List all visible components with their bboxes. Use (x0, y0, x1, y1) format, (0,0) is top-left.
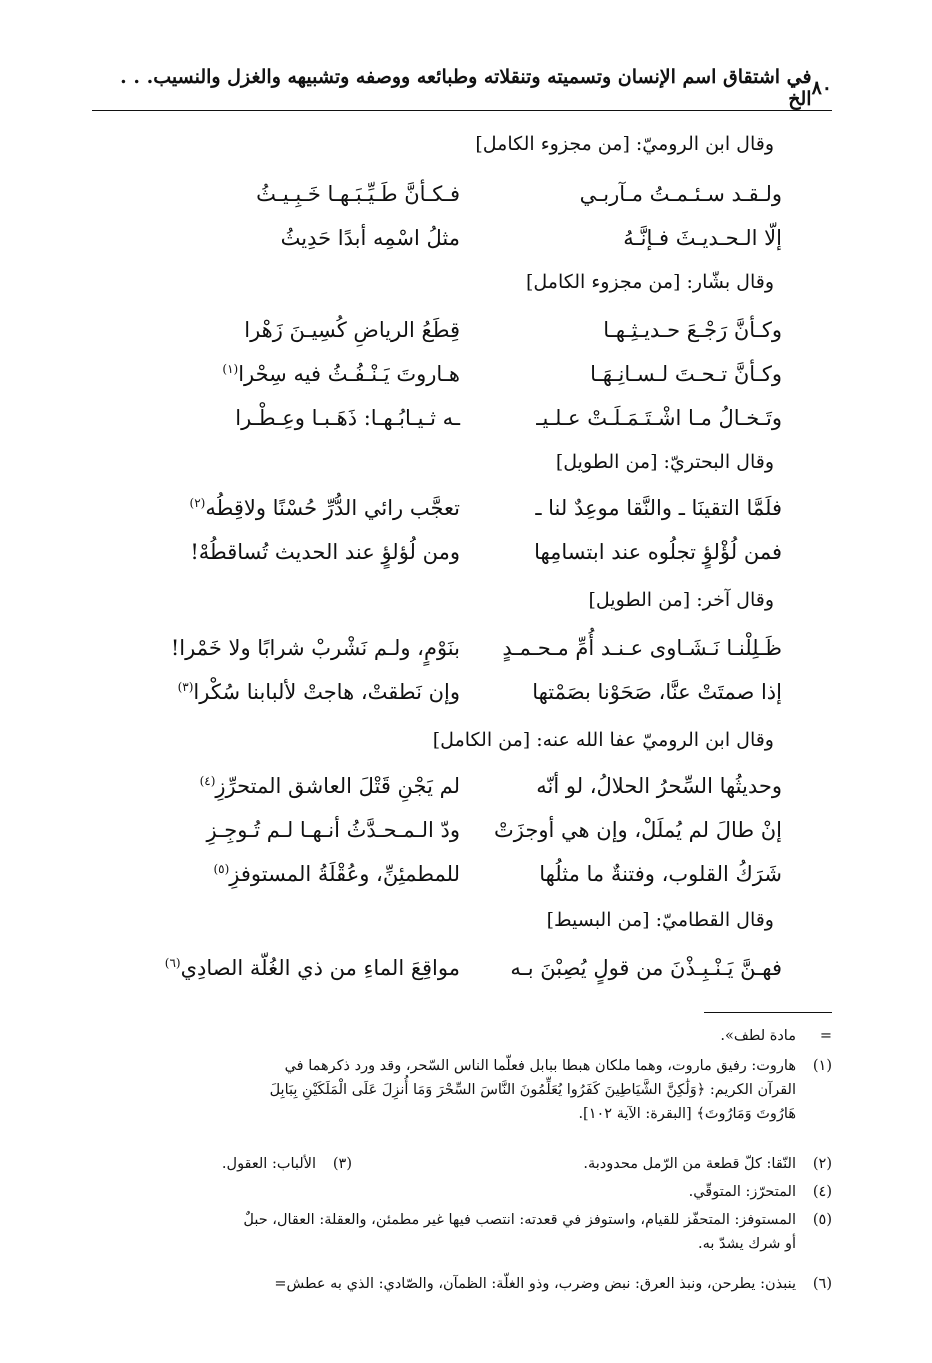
footnote-4 (96, 1180, 832, 1204)
footnote-5 (96, 1208, 832, 1256)
footnote-carryover (96, 1024, 832, 1048)
verse-second-hemistich: وإن نَطقتْ، هاجتْ لألبابنا سُكْرا$^{(٣)}$ (177, 680, 460, 704)
poem-intro: وقال بشّار: [من مجزوء الكامل] (525, 271, 774, 293)
footnote-number: (٦) (812, 1276, 832, 1292)
verse-second-hemistich: ـه ثـيـابُـهـا: ذَهَـبـا وعِـطْـرا (235, 406, 460, 430)
footnote-1 (96, 1054, 832, 1126)
footnote-text: مادة لطف». (720, 1028, 796, 1044)
verse-line (100, 400, 812, 436)
verse-first-hemistich: وحديثُها السِّحرُ الحلالُ، لو أنّه (536, 774, 782, 798)
verse-line (100, 674, 812, 710)
verse-line (100, 630, 812, 666)
poem-intro: وقال البحتريّ: [من الطويل] (555, 451, 774, 473)
verse-second-hemistich: ومن لُؤلؤٍ عند الحديث تُساقطُهْ! (190, 540, 460, 564)
poem-intro: وقال ابن الروميّ: [من مجزوء الكامل] (475, 133, 774, 155)
verse-first-hemistich: ولـقـد سـئـمـتُ مـآربـي (579, 182, 782, 206)
footnote-separator (704, 1012, 832, 1013)
verse-second-hemistich: هـاروتَ يَـنْـفُـثُ فيه سِحْرا$^{(١)}$ (222, 362, 460, 386)
verse-line (100, 950, 812, 986)
verse-second-hemistich: قِطَعُ الرياضِ كُسِيـنَ زَهْرا (244, 318, 460, 342)
verse-first-hemistich: فهـنَّ يَـنْـبِـذْنَ من قولٍ يُصِبْنَ بـه (510, 956, 782, 980)
verse-second-hemistich: ودّ الـمـحـدَّثُ أنـهـا لـم تُـوجِـزِ (206, 818, 460, 842)
footnote-text: القرآن الكريم: ﴿وَلَٰكِنَّ الشَّيَاطِينَ كَفَرُوا يُعَلِّمُونَ النَّاسَ السِّحْرَ وَمَا أُنزِلَ عَلَى الْمَلَكَيْنِ بِبَابِلَ (269, 1082, 796, 1098)
footnote-marker: (٢) (189, 496, 206, 510)
footnote-text: النّقا: كلّ قطعة من الرّمل محدودبة. (583, 1156, 796, 1172)
header-rule (92, 110, 832, 111)
verse-first-hemistich: فمن لُؤْلؤٍ تجلُوه عند ابتسامِها (534, 540, 782, 564)
footnote-marker: (٦) (164, 956, 181, 970)
verse-second-hemistich: تعجَّب رائي الدُّرِّ حُسْنًا ولاقِطُه$^{(٢)}$ (189, 496, 460, 520)
footnote-text: هَارُوتَ وَمَارُوتَ﴾ [البقرة: الآية ١٠٢]. (578, 1106, 796, 1122)
poem-intro: وقال آخر: [من الطويل] (588, 589, 774, 611)
verse-first-hemistich: إنْ طالَ لم يُملَلْ، وإن هي أوجزَتْ (494, 818, 782, 842)
footnote-marker: (١) (222, 362, 239, 376)
footnote-marker: (٣) (177, 680, 194, 694)
verse-second-hemistich: بنَوْمٍ، ولـم نَشْربْ شرابًا ولا خَمْرا! (170, 636, 460, 660)
verse-first-hemistich: ظَـلِلْنـا نَـشَـاوى عـنـد أُمِّ مـحـمـدٍ (502, 636, 782, 660)
verse-second-hemistich: للمطمئِنِّ، وعُقْلَةُ المستوفزِ$^{(٥)}$ (213, 862, 460, 886)
verse-line (100, 176, 812, 212)
footnote-number: (٢) (812, 1156, 832, 1172)
verse-second-hemistich: فـكـأنَّ طَـيِّـبَـهـا خَـبِـيـثُ (256, 182, 460, 206)
verse-line (100, 490, 812, 526)
footnote-6 (96, 1272, 832, 1296)
verse-second-hemistich: لم يَجْنِ قَتْلَ العاشق المتحرِّزِ$^{(٤)}$ (199, 774, 460, 798)
page-number: ٨٠ (811, 77, 832, 99)
footnote-marker: (٤) (199, 774, 216, 788)
verse-line (100, 312, 812, 348)
poem-intro: وقال القطاميّ: [من البسيط] (546, 909, 774, 931)
footnote-number: (٥) (812, 1212, 832, 1228)
verse-line (100, 856, 812, 892)
running-title: في اشتقاق اسم الإنسان وتسميته وتنقلاته وطبائعه ووصفه وتشبيهه والغزل والنسيب. . . الخ (120, 66, 812, 110)
verse-line (100, 534, 812, 570)
footnote-row (96, 1152, 832, 1176)
footnote-text: ينبذن: يطرحن، ونبذ العرق: نبض وضرب، وذو الغلّة: الظمآن، والصّادي: الذي به عطش= (274, 1276, 796, 1292)
verse-first-hemistich: إلّا الـحـديـثَ فـإنَّـهُ (623, 226, 782, 250)
verse-first-hemistich: وتَـخـالُ مـا اشْـتَـمَـلَـتْ عـلـيـ (536, 406, 782, 430)
poem-intro: وقال ابن الروميّ عفا الله عنه: [من الكامل] (432, 729, 774, 751)
verse-first-hemistich: إذا صمتَتْ عنَّا، صَحَوْنا بصَمْتها (532, 680, 782, 704)
footnote-text: المتحرّز: المتوقّي. (688, 1184, 796, 1200)
footnote-marker: (٥) (213, 862, 230, 876)
verse-first-hemistich: وكـأنَّ رَجْـعَ حـديـثِـهـا (603, 318, 782, 342)
verse-first-hemistich: وكـأنَّ تـحـتَ لـسـانِـهَـا (590, 362, 782, 386)
footnote-2 (352, 1152, 832, 1176)
footnote-number: (٤) (812, 1184, 832, 1200)
footnote-continuation-mark: = (819, 1028, 832, 1044)
verse-second-hemistich: مواقِعَ الماءِ من ذي الغُلّة الصادِي$^{(٦)}$ (164, 956, 460, 980)
footnote-number: (١) (812, 1058, 832, 1074)
footnote-number: (٣) (332, 1156, 352, 1172)
footnote-text: الألباب: العقول. (221, 1156, 316, 1172)
footnote-text: المستوفز: المتحفّز للقيام، واستوفز في قعدته: انتصب فيها غير مطمئن، والعقلة: العقال، حبلٌ (243, 1212, 796, 1228)
footnote-text: أو شرك يشدّ به. (698, 1236, 796, 1252)
verse-second-hemistich: مثلُ اسْمِه أبدًا حَدِيثُ (280, 226, 460, 250)
verse-line (100, 768, 812, 804)
footnote-3 (222, 1152, 352, 1176)
verse-line (100, 812, 812, 848)
verse-line (100, 356, 812, 392)
footnote-text: هاروت: رفيق ماروت، وهما ملكان هبطا ببابل فعلّما الناس السّحر، وقد ورد ذكرهما في (284, 1058, 796, 1074)
page-header (92, 66, 832, 110)
verse-line (100, 220, 812, 256)
verse-first-hemistich: شَرَكُ القلوب، وفتنةٌ ما مثلُها (539, 862, 782, 886)
verse-first-hemistich: فلَمَّا التقينَا ـ والنَّقا موعِدٌ لنا ـ (535, 496, 782, 520)
